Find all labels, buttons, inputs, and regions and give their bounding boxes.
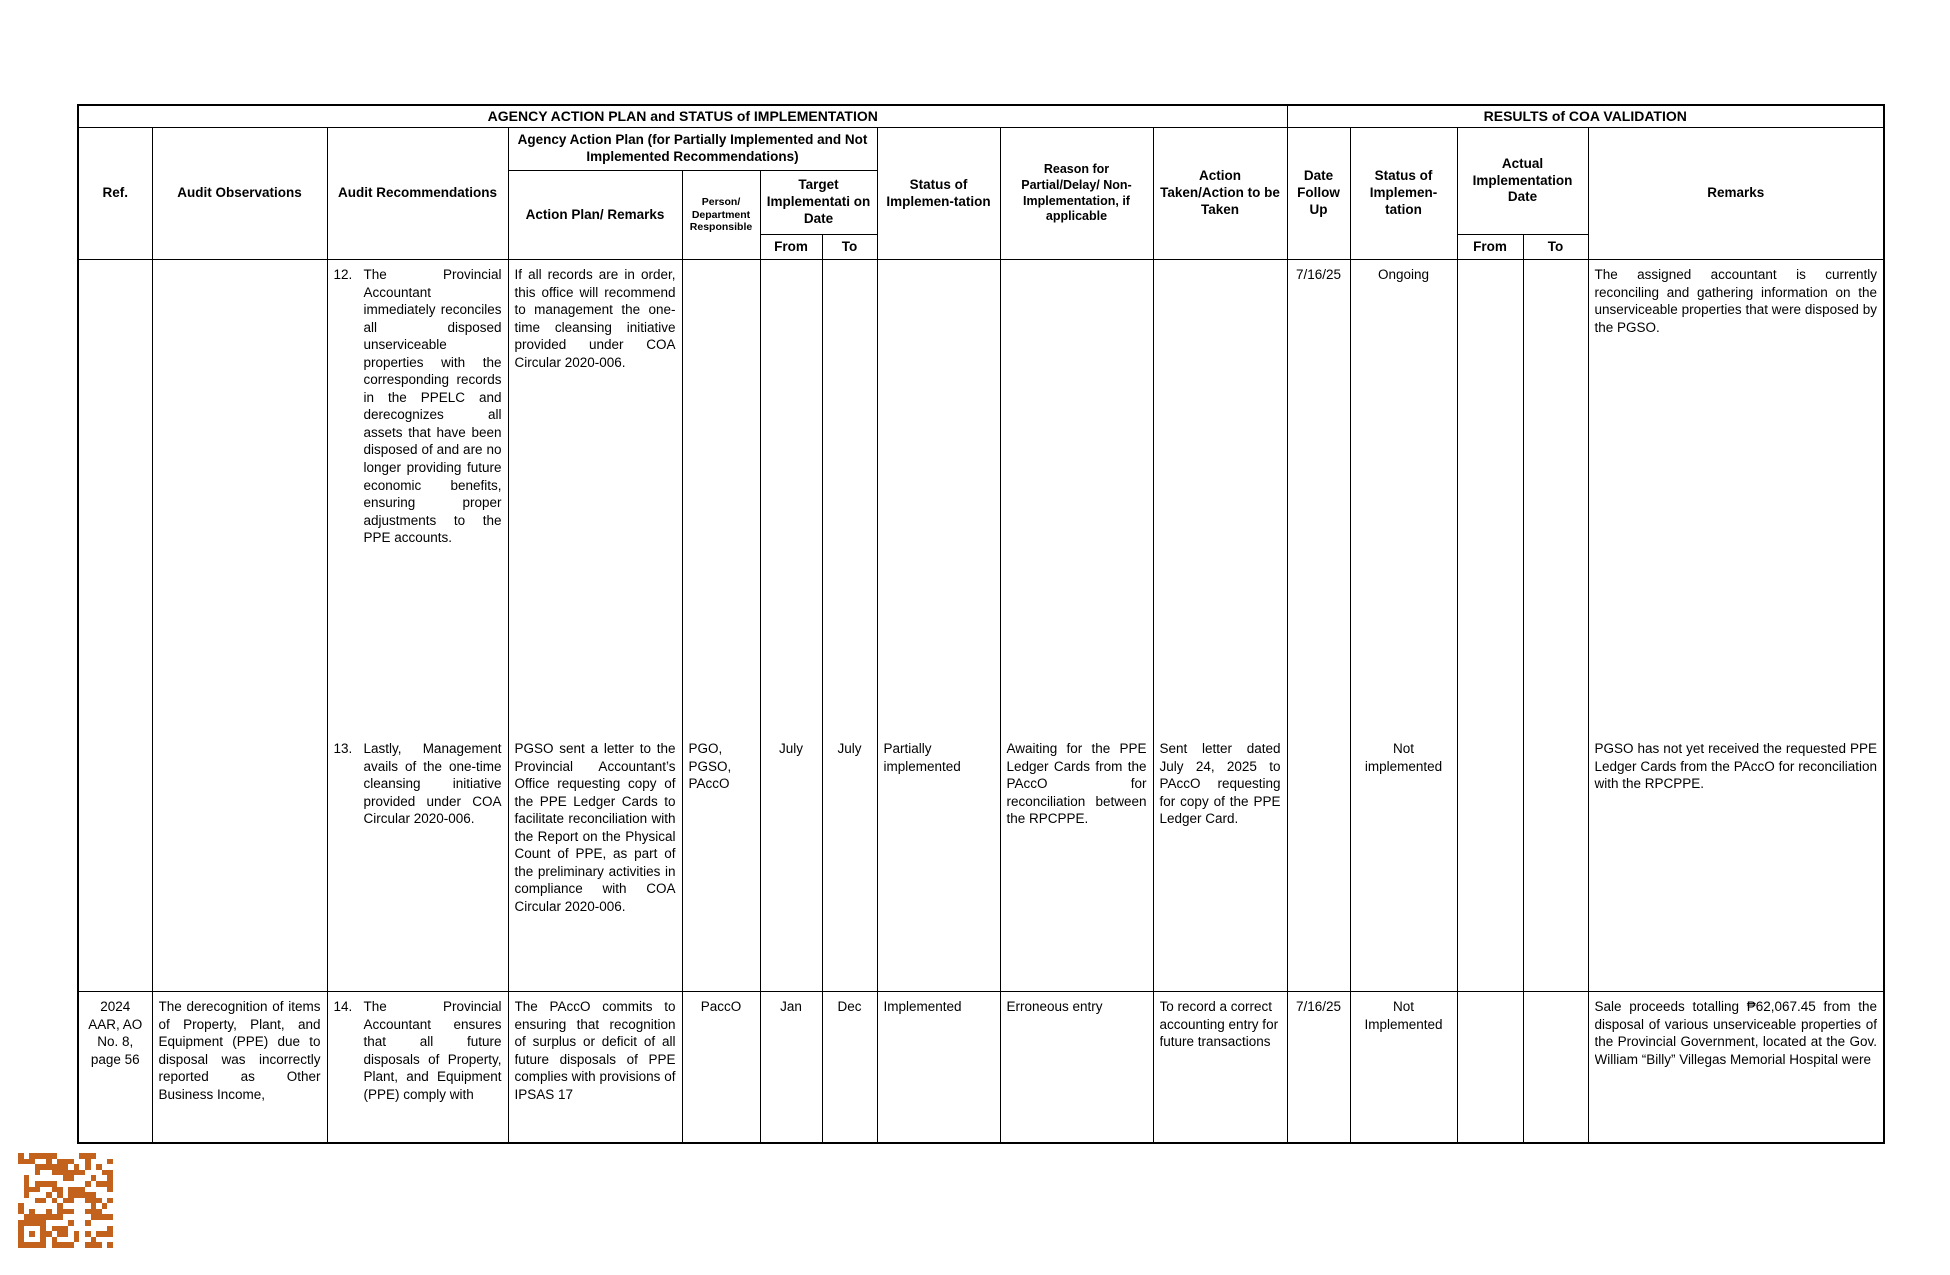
- header-date-follow-up: Date Follow Up: [1287, 128, 1350, 260]
- action-taken-13: Sent letter dated July 24, 2025 to PAccO requesting for copy of the PPE Ledger Card.: [1159, 741, 1281, 827]
- date-follow-up-14: 7/16/25: [1295, 999, 1342, 1014]
- cell-actual-from-14-empty: [1457, 992, 1523, 1143]
- cell-ref-empty: [78, 260, 152, 992]
- header-target-to: To: [822, 235, 877, 260]
- recommendation-12-text: The Provincial Accountant immediately reconciles all disposed unserviceable properties with the corresponding records in the PPELC and derecognizes all assets that have been disposed of and are no longer providing future economic benefits, ensuring proper adjustments to the PPE accounts.: [363, 267, 502, 546]
- cell-coa-status-14: [1350, 992, 1457, 1143]
- cell-target-to-14: [822, 992, 877, 1143]
- qr-code: [18, 1153, 113, 1248]
- status-14: Implemented: [883, 999, 962, 1014]
- row-item-14: [78, 992, 1884, 1143]
- coa-status-12: Ongoing: [1377, 267, 1430, 282]
- action-taken-14: To record a correct accounting entry for future transactions: [1159, 999, 1279, 1050]
- header-ref: Ref.: [78, 128, 152, 260]
- header-target-implementation-date: Target Implementati on Date: [760, 171, 877, 235]
- recommendation-14: [334, 998, 502, 1103]
- person-14: PaccO: [700, 999, 742, 1014]
- coa-status-14: Not Implemented: [1364, 999, 1443, 1032]
- status-13: Partially implemented: [883, 741, 961, 774]
- cell-actual-to-empty: [1523, 260, 1588, 992]
- cell-target-to: [822, 260, 877, 992]
- header-actual-implementation-date: Actual Implementation Date: [1457, 128, 1588, 235]
- header-target-from: From: [760, 235, 822, 260]
- recommendation-12: [334, 266, 502, 740]
- header-person-department: Person/ Department Responsible: [682, 171, 760, 260]
- date-follow-up-12: 7/16/25: [1295, 267, 1342, 282]
- row-items-12-13: [78, 260, 1884, 992]
- cell-action-taken: [1153, 260, 1287, 992]
- header-action-taken: Action Taken/Action to be Taken: [1153, 128, 1287, 260]
- target-to-13: July: [837, 741, 862, 756]
- header-row-group: [78, 128, 1884, 171]
- recommendation-14-text: The Provincial Accountant ensures that all future disposals of Property, Plant, and Equipment (PPE) comply with: [363, 999, 502, 1102]
- cell-person: [682, 260, 760, 992]
- person-13: PGO, PGSO, PAccO: [688, 741, 732, 792]
- cell-date-follow-up: [1287, 260, 1350, 992]
- remarks-13: PGSO has not yet received the requested PPE Ledger Cards from the PAccO for reconciliation with the RPCPPE.: [1594, 741, 1878, 792]
- cell-action-taken-14: [1153, 992, 1287, 1143]
- header-actual-from: From: [1457, 235, 1523, 260]
- header-audit-observations: Audit Observations: [152, 128, 327, 260]
- cell-reason-14: [1000, 992, 1153, 1143]
- cell-action-plan: [508, 260, 682, 992]
- cell-person-14: [682, 992, 760, 1143]
- header-reason: Reason for Partial/Delay/ Non-Implementation, if applicable: [1000, 128, 1153, 260]
- header-coa-status: Status of Implemen-tation: [1350, 128, 1457, 260]
- audit-action-plan-table: [77, 104, 1885, 1144]
- remarks-14: Sale proceeds totalling ₱62,067.45 from the disposal of various unserviceable properties of the Provincial Government, located at the Gov. William “Billy” Villegas Memorial Hospital were: [1594, 999, 1878, 1067]
- cell-target-from-14: [760, 992, 822, 1143]
- cell-status-14: [877, 992, 1000, 1143]
- recommendation-13: [334, 740, 502, 828]
- action-plan-13: PGSO sent a letter to the Provincial Accountant’s Office requesting copy of the PPE Ledger Cards to facilitate reconciliation with the Report on the Physical Count of PPE, as part of the preliminary activities in compliance with COA Circular 2020-006.: [514, 741, 676, 914]
- cell-remarks: [1588, 260, 1884, 992]
- target-from-13: July: [778, 741, 803, 756]
- reason-13: Awaiting for the PPE Ledger Cards from the PAccO for reconciliation between the RPCPPE.: [1006, 741, 1147, 827]
- cell-status-implementation: [877, 260, 1000, 992]
- cell-reason: [1000, 260, 1153, 992]
- cell-target-from: [760, 260, 822, 992]
- cell-ref: [78, 992, 152, 1143]
- recommendation-13-number: 13.: [333, 741, 353, 756]
- target-to-14: Dec: [837, 999, 862, 1014]
- target-from-14: Jan: [780, 999, 802, 1014]
- header-action-plan-remarks: Action Plan/ Remarks: [508, 171, 682, 260]
- recommendation-14-number: 14.: [333, 999, 353, 1014]
- cell-coa-status: [1350, 260, 1457, 992]
- observation-14: The derecognition of items of Property, Plant, and Equipment (PPE) due to disposal was incorrectly reported as Other Business Income,: [158, 999, 321, 1102]
- header-actual-to: To: [1523, 235, 1588, 260]
- header-audit-recommendations: Audit Recommendations: [327, 128, 508, 260]
- banner-agency-action-plan: AGENCY ACTION PLAN and STATUS of IMPLEMENTATION: [78, 105, 1287, 128]
- recommendation-12-number: 12.: [333, 267, 353, 282]
- header-agency-action-plan-group: Agency Action Plan (for Partially Implemented and Not Implemented Recommendations): [508, 128, 877, 171]
- banner-coa-validation: RESULTS of COA VALIDATION: [1287, 105, 1884, 128]
- cell-observation-empty: [152, 260, 327, 992]
- banner-row: [78, 105, 1884, 128]
- action-plan-12: If all records are in order, this office will recommend to management the one-time cleansing initiative provided under COA Circular 2020-006.: [514, 267, 676, 370]
- cell-date-follow-up-14: [1287, 992, 1350, 1143]
- remarks-12: The assigned accountant is currently reconciling and gathering information on the unserviceable properties that were disposed by the PGSO.: [1594, 267, 1878, 335]
- cell-recommendations: [327, 260, 508, 992]
- action-plan-14: The PAccO commits to ensuring that recognition of surplus or deficit of all future disposals of PPE complies with provisions of IPSAS 17: [514, 999, 676, 1102]
- cell-actual-from-empty: [1457, 260, 1523, 992]
- cell-actual-to-14-empty: [1523, 992, 1588, 1143]
- cell-observation: [152, 992, 327, 1143]
- reason-14: Erroneous entry: [1006, 999, 1103, 1014]
- ref-2024-aar: 2024 AAR, AO No. 8, page 56: [88, 999, 143, 1067]
- cell-remarks-14: [1588, 992, 1884, 1143]
- recommendation-13-text: Lastly, Management avails of the one-time cleansing initiative provided under COA Circular 2020-006.: [363, 741, 502, 827]
- header-remarks: Remarks: [1588, 128, 1884, 260]
- cell-action-plan-14: [508, 992, 682, 1143]
- cell-recommendation-14: [327, 992, 508, 1143]
- coa-status-13: Not implemented: [1364, 741, 1443, 774]
- header-status-of-implementation: Status of Implemen-tation: [877, 128, 1000, 260]
